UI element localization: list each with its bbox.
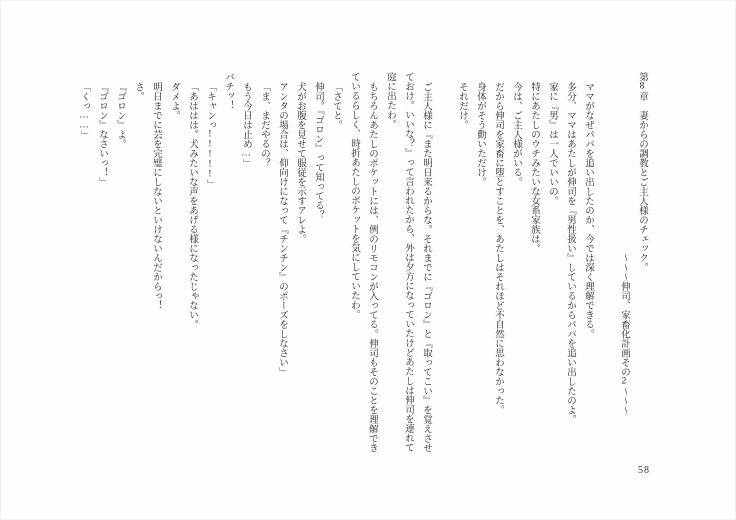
text-line: バチッ！ <box>223 72 233 110</box>
text-line: ているらしく、時折あたしのポケットを気にしていたわ。 <box>349 72 359 319</box>
text-line: 「さてと。 <box>331 81 341 129</box>
text-line: 明日までに芸を完璧にしないといけないんだからっ！ <box>151 81 161 310</box>
text-line: ママがなぜパパを追い出したのか、今では深く理解できる。 <box>583 81 593 338</box>
text-line: 伸司。『ゴロン』って知ってる？ <box>313 81 323 220</box>
text-line: 多分、ママはあたしが伸司を『男性扱い』しているからパパを追い出したのよ。 <box>565 81 575 424</box>
text-line: 「あははは。犬みたいな声をあげる様になったじゃない。 <box>187 81 197 329</box>
text-line: それだけ。 <box>457 81 467 129</box>
page-number: 58 <box>638 465 650 476</box>
text-line: アンタの場合は、仰向けになって『チンチン』のポーズをしなさい」 <box>277 81 287 376</box>
chapter-title: 第8章 妻からの調教とご主人様のチェック。 <box>637 72 647 272</box>
text-line: もちろんあたしのポケットには、例のリモコンが入ってる。伸司もそのことを理解でき <box>367 81 377 452</box>
text-line: 今は、ご主人様がいる。 <box>511 81 521 186</box>
text-line: ておけ。いいな？』って言われたから、外は夕方になっていたけどあたしは伸司を連れて <box>403 72 413 452</box>
text-line: 「ま、まだやるの？ <box>259 81 269 167</box>
text-line: 特にあたしのウチみたいな女系家族は。 <box>529 81 539 253</box>
blank-line <box>597 72 615 456</box>
text-line: だから伸司を家畜に堕とすことを、あたしはそれほど不自然に思わなかった。 <box>493 81 503 414</box>
text-line: 『ゴロン』なさいっ！」 <box>97 81 107 186</box>
blank-line <box>435 72 453 456</box>
text-line: 家に『男』は一人でいいの。 <box>547 81 557 205</box>
text-line: 「くっ……」 <box>79 81 89 140</box>
text-line: 『ゴロン』よ。 <box>115 81 125 148</box>
text-line: 犬がお腹を見せて服従を示すアレよ。 <box>295 81 305 243</box>
text-line: 身体がそう動いただけ。 <box>475 81 485 186</box>
page-text <box>75 72 651 456</box>
text-line: もう今日は止め…」 <box>241 81 251 168</box>
text-line: さ。 <box>133 81 143 101</box>
chapter-subtitle: 〜〜〜伸司、家畜化計画その2〜〜〜 <box>619 252 629 415</box>
text-line: ダメよ。 <box>169 81 179 120</box>
text-line: 庭に出たわ。 <box>385 72 395 129</box>
text-line: ご主人様に『また明日来るからな。それまでに『ゴロン』と『取ってこい』を覚えさせ <box>421 81 431 452</box>
text-line: 「キャンっ!!!!!」 <box>205 81 215 189</box>
